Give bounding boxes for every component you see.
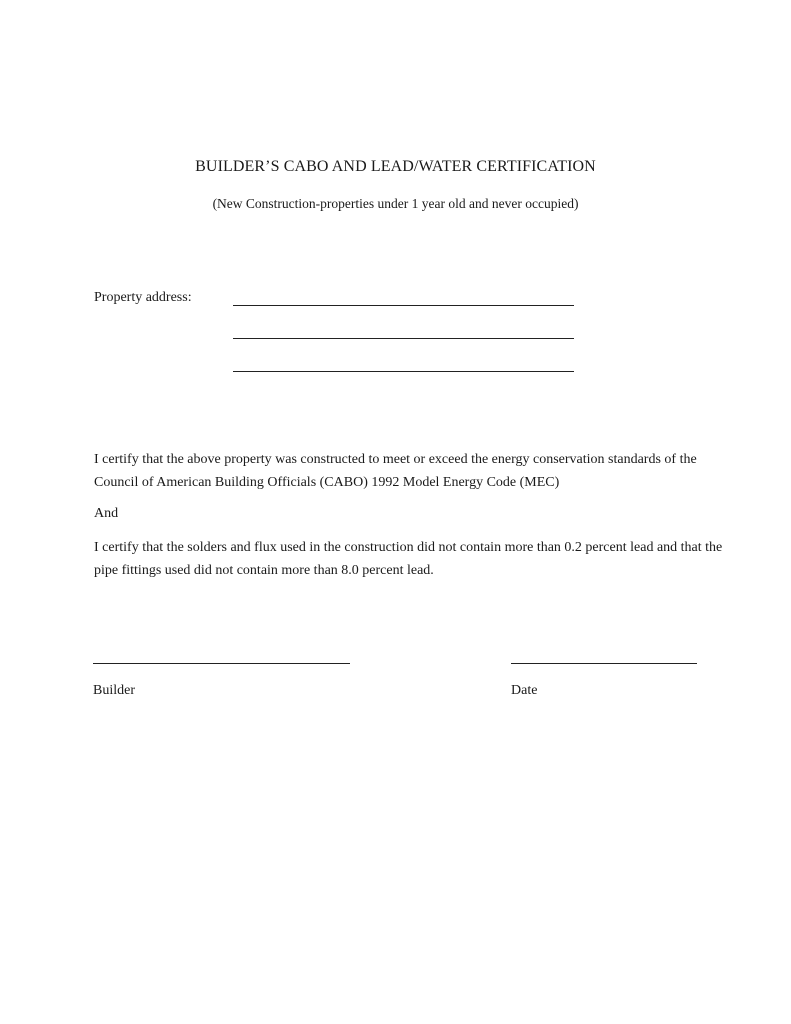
- energy-certification-text: I certify that the above property was constructed to meet or exceed the energy conservation standards of the Council of American Building Officials (CABO) 1992 Model Energy Code (MEC): [94, 452, 697, 490]
- builder-label: Builder: [93, 683, 135, 698]
- lead-certification-text: I certify that the solders and flux used in the construction did not contain more than 0.2 percent lead and that the pipe fittings used did not contain more than 8.0 percent lead.: [94, 540, 723, 578]
- property-address-line-3[interactable]: [233, 371, 574, 372]
- document-subtitle: (New Construction-properties under 1 year old and never occupied): [212, 196, 579, 211]
- date-label: Date: [511, 683, 538, 698]
- property-address-line-1[interactable]: [233, 305, 574, 306]
- builder-signature-line[interactable]: [93, 663, 350, 664]
- property-address-label: Property address:: [94, 290, 192, 305]
- document-title: BUILDER’S CABO AND LEAD/WATER CERTIFICATION: [195, 158, 596, 175]
- and-text: And: [94, 506, 119, 521]
- property-address-line-2[interactable]: [233, 338, 574, 339]
- date-signature-line[interactable]: [511, 663, 697, 664]
